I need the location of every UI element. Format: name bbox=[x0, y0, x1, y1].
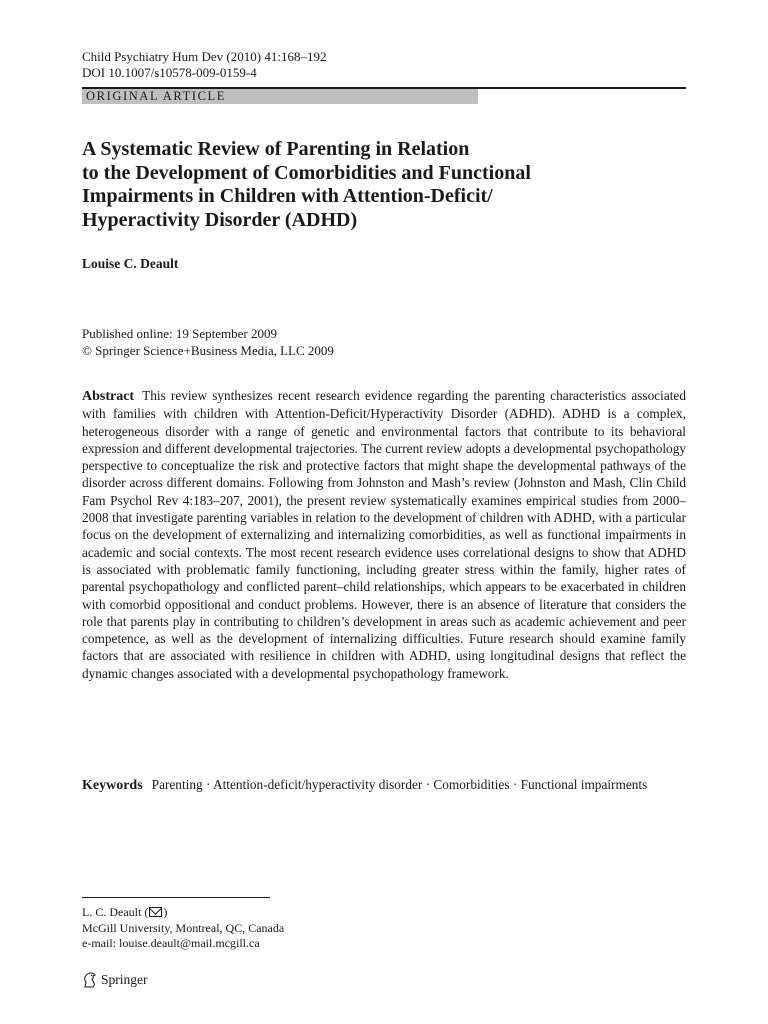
envelope-icon[interactable] bbox=[149, 907, 162, 917]
published-date: Published online: 19 September 2009 bbox=[82, 326, 277, 341]
journal-header bbox=[82, 49, 326, 81]
publication-info bbox=[82, 325, 334, 359]
publisher-footer bbox=[82, 972, 148, 988]
abstract bbox=[82, 387, 686, 682]
springer-horse-icon bbox=[82, 972, 97, 988]
article-type-banner: ORIGINAL ARTICLE bbox=[82, 89, 478, 104]
journal-citation: Child Psychiatry Hum Dev (2010) 41:168–192 bbox=[82, 49, 327, 64]
title-line: A Systematic Review of Parenting in Relation bbox=[82, 138, 470, 160]
copyright-line: © Springer Science+Business Media, LLC 2009 bbox=[82, 343, 334, 358]
article-title bbox=[82, 138, 686, 232]
keywords-heading: Keywords bbox=[82, 778, 143, 793]
title-line: Hyperactivity Disorder (ADHD) bbox=[82, 208, 358, 231]
keywords-text: Parenting · Attention-deficit/hyperactivity disorder · Comorbidities · Functional impairments bbox=[151, 777, 648, 792]
abstract-heading: Abstract bbox=[82, 389, 135, 404]
correspondence-affiliation: McGill University, Montreal, QC, Canada bbox=[82, 920, 285, 935]
publisher-name: Springer bbox=[101, 972, 148, 987]
journal-doi: DOI 10.1007/s10578-009-0159-4 bbox=[82, 65, 257, 80]
correspondence-name-end: ) bbox=[163, 905, 168, 919]
correspondence-name: L. C. Deault ( bbox=[82, 905, 149, 919]
correspondence-email[interactable]: e-mail: louise.deault@mail.mcgill.ca bbox=[82, 936, 260, 950]
correspondence bbox=[82, 905, 284, 952]
author-name: Louise C. Deault bbox=[82, 256, 179, 271]
keywords bbox=[82, 776, 686, 795]
title-line: to the Development of Comorbidities and Functional bbox=[82, 161, 531, 184]
title-line: Impairments in Children with Attention-Deficit/ bbox=[82, 185, 493, 207]
abstract-text: This review synthesizes recent research evidence regarding the parenting characteristics associated with families with children with Attention-Deficit/Hyperactivity Disorder (ADHD). ADHD is a complex, heterogeneous disorder with a range of genetic and environmental factors that contribute to its behavioral expression and different developmental trajectories. The current review adopts a developmental psychopathology perspective to conceptualize the risk and protective factors that might shape the developmental pathways of the disorder across different domains. Following from Johnston and Mash’s review (Johnston and Mash, Clin Child Fam Psychol Rev 4:183–207, 2001), the present review systematically examines empirical studies from 2000–2008 that investigate parenting variables in relation to the development of children with ADHD, with a particular focus on the development of externalizing and internalizing comorbidities, as well as functional impairments in academic and social contexts. The most recent research evidence uses correlational designs to show that ADHD is associated with problematic family functioning, including greater stress within the family, higher rates of parental psychopathology and conflicted parent–child relationships, which appears to be exacerbated in children with comorbid oppositional and conduct problems. However, there is an absence of literature that considers the role that parents play in contributing to children’s development in areas such as academic achievement and peer competence, as well as the development of internalizing difficulties. Future research should examine family factors that are associated with resilience in children with ADHD, using longitudinal designs that reflect the dynamic changes associated with a developmental psychopathology framework. bbox=[82, 388, 686, 681]
correspondence-name-line bbox=[82, 905, 284, 921]
footnote-rule bbox=[82, 897, 270, 898]
